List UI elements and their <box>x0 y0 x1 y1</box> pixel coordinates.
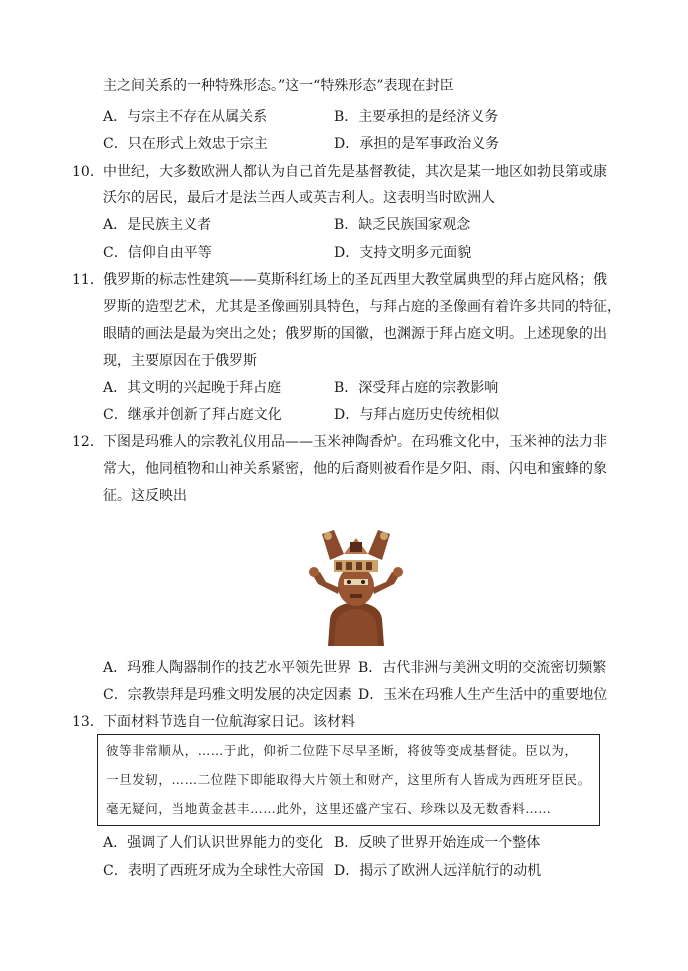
q12-stem-line-3: 征。这反映出 <box>103 488 187 504</box>
q11-option-a: A．其文明的兴起晚于拜占庭 <box>103 380 282 396</box>
q11-stem-line-3: 眼睛的画法是最为突出之处；俄罗斯的国徽，也渊源于拜占庭文明。上述现象的出 <box>103 326 607 342</box>
q11-stem-line-2: 罗斯的造型艺术，尤其是圣像画别具特色，与拜占庭的圣像画有着许多共同的特征， <box>103 299 621 315</box>
q13-option-b: B．反映了世界开始连成一个整体 <box>334 835 541 851</box>
q13-option-d: D．揭示了欧洲人远洋航行的动机 <box>334 863 542 879</box>
q13-option-c: C．表明了西班牙成为全球性大帝国 <box>103 863 324 879</box>
q11-option-d: D．与拜占庭历史传统相似 <box>334 407 500 423</box>
q12-option-a: A．玛雅人陶器制作的技艺水平领先世界 <box>103 660 352 676</box>
q13-option-a: A．强调了人们认识世界能力的变化 <box>103 835 324 851</box>
q12-option-b: B．古代非洲与美洲文明的交流密切频繁 <box>358 660 607 676</box>
q12-number: 12． <box>72 434 104 450</box>
q12-stem-line-1: 下图是玛雅人的宗教礼仪用品——玉米神陶香炉。在玛雅文化中，玉米神的法力非 <box>103 434 607 450</box>
q12-stem-line-2: 常大，他同植物和山神关系紧密，他的后裔则被看作是夕阳、雨、闪电和蜜蜂的象 <box>103 461 607 477</box>
quote-line-1: 彼等非常顺从，……于此，仰祈二位陛下尽早圣断，将彼等变成基督徒。臣以为， <box>106 743 578 758</box>
q10-option-a: A．是民族主义者 <box>103 217 212 233</box>
q10-option-b: B．缺乏民族国家观念 <box>334 217 471 233</box>
q9-option-d: D．承担的是军事政治义务 <box>334 136 500 152</box>
q11-option-c: C．继承并创新了拜占庭文化 <box>103 407 282 423</box>
q11-option-b: B．深受拜占庭的宗教影响 <box>334 380 499 396</box>
maya-maize-god-icon <box>300 524 412 646</box>
q13-number: 13． <box>72 714 104 730</box>
q11-number: 11． <box>72 272 104 288</box>
q10-stem-line-1: 中世纪，大多数欧洲人都认为自己首先是基督教徒，其次是某一地区如勃艮第或康 <box>103 164 607 180</box>
q11-stem-line-4: 现，主要原因在于俄罗斯 <box>103 353 257 369</box>
q11-stem-line-1: 俄罗斯的标志性建筑——莫斯科红场上的圣瓦西里大教堂属典型的拜占庭风格；俄 <box>103 272 607 288</box>
source-material-box <box>97 734 600 826</box>
q9-stem-tail: 主之间关系的一种特殊形态。”这一“特殊形态”表现在封臣 <box>103 78 454 94</box>
q9-option-c: C．只在形式上效忠于宗主 <box>103 136 268 152</box>
q12-option-d: D．玉米在玛雅人生产生活中的重要地位 <box>358 687 608 703</box>
quote-line-3: 毫无疑问，当地黄金甚丰……此外，这里还盛产宝石、珍珠以及无数香料…… <box>106 801 552 816</box>
q10-option-c: C．信仰自由平等 <box>103 245 212 261</box>
quote-line-2: 一旦发轫，……二位陛下即能取得大片领土和财产，这里所有人皆成为西班牙臣民。 <box>106 772 591 787</box>
q12-option-c: C．宗教崇拜是玛雅文明发展的决定因素 <box>103 687 352 703</box>
maize-god-incense-burner-image <box>300 524 412 646</box>
q10-number: 10． <box>72 164 104 180</box>
q13-stem: 下面材料节选自一位航海家日记。该材料 <box>103 714 355 730</box>
q9-option-a: A．与宗主不存在从属关系 <box>103 109 268 125</box>
q10-option-d: D．支持文明多元面貌 <box>334 245 472 261</box>
q10-stem-line-2: 沃尔的居民，最后才是法兰西人或英吉利人。这表明当时欧洲人 <box>103 190 495 206</box>
q9-option-b: B．主要承担的是经济义务 <box>334 109 499 125</box>
